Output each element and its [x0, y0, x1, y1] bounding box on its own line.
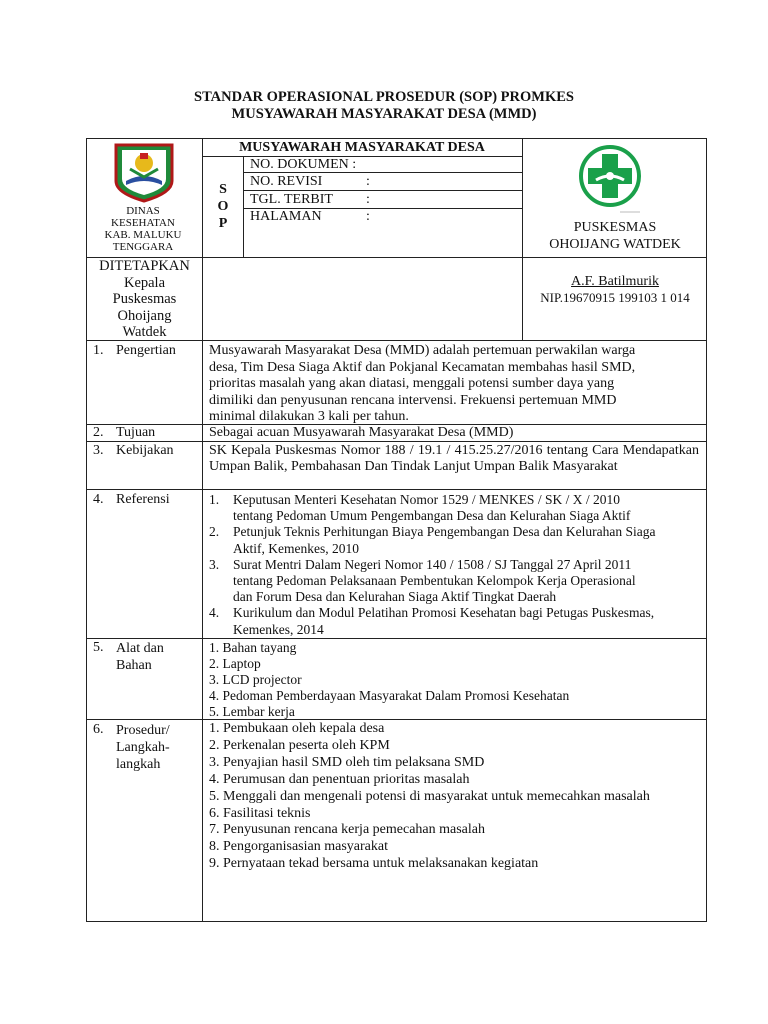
- list-item: 4. Pedoman Pemberdayaan Masyarakat Dalam Promosi Kesehatan: [209, 688, 570, 703]
- prosedur-list: [209, 721, 650, 873]
- list-number: 3.: [209, 556, 220, 572]
- field-colon: :: [366, 174, 370, 189]
- row-divider: [86, 638, 707, 639]
- field-label: NO. DOKUMEN: [250, 157, 349, 172]
- section-label-prosedur: [116, 722, 170, 773]
- text-line: Aktif, Kemenkes, 2010: [233, 540, 359, 556]
- ditetapkan-line: Watdek: [122, 324, 167, 340]
- dinas-crest-icon: [112, 141, 176, 203]
- page-title-line1: STANDAR OPERASIONAL PROSEDUR (SOP) PROMKES: [194, 89, 574, 105]
- field-no-revisi: NO. REVISI: [250, 174, 323, 189]
- puskesmas-caption-line: PUSKESMAS: [573, 220, 657, 235]
- text-line: Keputusan Menteri Kesehatan Nomor 1529 / MENKES / SK / X / 2010: [233, 492, 620, 507]
- section-number: 4.: [93, 492, 104, 507]
- section-label-alat: [116, 640, 164, 674]
- list-item: 7. Penyusunan rencana kerja pemecahan masalah: [209, 822, 485, 838]
- sop-letter: O: [217, 199, 229, 214]
- field-tgl-terbit: TGL. TERBIT: [250, 192, 333, 207]
- ditetapkan-line: Kepala: [123, 274, 166, 291]
- text-line: prioritas masalah yang akan diatasi, menggali potensi sumber daya yang: [209, 376, 615, 391]
- list-item: 2. Perkenalan peserta oleh KPM: [209, 737, 390, 753]
- ditetapkan-line: Ohoijang: [117, 307, 172, 324]
- signatory-nip: NIP.19670915 199103 1 014: [540, 290, 690, 305]
- sop-letter: S: [219, 182, 227, 197]
- kebijakan-text: SK Kepala Puskesmas Nomor 188 / 19.1 / 415.25.27/2016 tentang Cara Mendapatkan Umpan Balik, Pembahasan Dan Tindak Lanjut Umpan Balik Masyarakat: [209, 443, 699, 474]
- list-item: 9. Pernyataan tekad bersama untuk melaksanakan kegiatan: [209, 856, 539, 872]
- pengertian-text: [209, 343, 635, 426]
- tujuan-text: Sebagai acuan Musyawarah Masyarakat Desa (MMD): [209, 425, 514, 440]
- list-item: 2. Laptop: [209, 656, 261, 671]
- section-number: 3.: [93, 443, 104, 458]
- row-divider: [86, 441, 707, 442]
- sop-title: MUSYAWARAH MASYARAKAT DESA: [239, 140, 485, 155]
- field-halaman: HALAMAN: [250, 209, 322, 224]
- list-item: 5. Menggali dan mengenali potensi di masyarakat untuk memecahkan masalah: [209, 788, 650, 804]
- text-line: Musyawarah Masyarakat Desa (MMD) adalah pertemuan perwakilan warga: [209, 343, 636, 358]
- text-line: Kurikulum dan Modul Pelatihan Promosi Kesehatan bagi Petugas Puskesmas,: [233, 605, 655, 621]
- field-no-dokumen: [250, 157, 356, 173]
- section-number: 2.: [93, 425, 104, 440]
- list-item: 1. Pembukaan oleh kepala desa: [209, 721, 385, 736]
- ditetapkan-block: [87, 258, 202, 341]
- text-line: dan Forum Desa dan Kelurahan Siaga Aktif Tingkat Daerah: [233, 589, 557, 605]
- field-colon: :: [366, 192, 370, 207]
- sop-letters-divider: [243, 156, 244, 257]
- dinas-caption-line: KESEHATAN: [111, 217, 175, 229]
- label-line: Alat dan: [116, 641, 164, 656]
- dinas-caption-line: KAB. MALUKU: [104, 229, 182, 241]
- list-item: [209, 557, 655, 606]
- list-number: 1.: [209, 492, 220, 507]
- dinas-caption: [98, 205, 188, 253]
- ditetapkan-line: Puskesmas: [112, 291, 177, 307]
- list-item: [209, 524, 655, 556]
- dinas-caption-line: TENGGARA: [112, 241, 174, 253]
- puskesmas-caption: [523, 219, 707, 253]
- list-item: [209, 492, 655, 524]
- section-label-kebijakan: Kebijakan: [116, 443, 174, 458]
- sop-letters: [203, 181, 243, 232]
- row-divider: [86, 489, 707, 490]
- text-line: minimal dilakukan 3 kali per tahun.: [209, 409, 409, 424]
- section-number: 1.: [93, 343, 104, 358]
- text-line: Petunjuk Teknis Perhitungan Biaya Pengembangan Desa dan Kelurahan Siaga: [233, 524, 656, 540]
- field-colon: :: [352, 157, 357, 172]
- label-line: Bahan: [116, 658, 152, 673]
- section-label-referensi: Referensi: [116, 492, 170, 507]
- text-line: Kemenkes, 2014: [233, 621, 324, 637]
- label-line: Langkah-: [116, 740, 170, 755]
- section-label-pengertian: Pengertian: [116, 343, 176, 358]
- list-number: 4.: [209, 605, 220, 621]
- text-line: tentang Pedoman Pelaksanaan Pembentukan Kelompok Kerja Operasional: [233, 573, 636, 589]
- section-number: 5.: [93, 640, 104, 655]
- text-line: Surat Mentri Dalam Negeri Nomor 140 / 1508 / SJ Tanggal 27 April 2011: [233, 556, 632, 572]
- alat-list: [209, 640, 569, 720]
- list-item: [209, 605, 655, 637]
- ditetapkan-line: DITETAPKAN: [99, 258, 190, 274]
- label-column-divider: [202, 138, 203, 922]
- field-colon: :: [366, 209, 370, 224]
- sop-letter: P: [218, 216, 228, 231]
- label-line: langkah: [116, 757, 161, 772]
- list-item: 1. Bahan tayang: [209, 640, 297, 655]
- dinas-caption-line: DINAS: [126, 205, 160, 217]
- puskesmas-cross-icon: [578, 142, 642, 214]
- section-number: 6.: [93, 722, 104, 737]
- puskesmas-caption-line: OHOIJANG WATDEK: [549, 237, 681, 252]
- text-line: desa, Tim Desa Siaga Aktif dan Pokjanal Kecamatan membahas hasil SMD,: [209, 359, 636, 375]
- list-item: 5. Lembar kerja: [209, 704, 295, 719]
- field-divider: [243, 190, 522, 191]
- list-item: 6. Fasilitasi teknis: [209, 805, 311, 821]
- page-title-line2: MUSYAWARAH MASYARAKAT DESA (MMD): [231, 106, 537, 122]
- signatory-name: A.F. Batilmurik: [571, 274, 659, 289]
- list-item: 8. Pengorganisasian masyarakat: [209, 839, 388, 855]
- list-item: 4. Perumusan dan penentuan prioritas masalah: [209, 771, 470, 787]
- list-item: 3. Penyajian hasil SMD oleh tim pelaksana SMD: [209, 754, 485, 770]
- text-line: tentang Pedoman Umum Pengembangan Desa dan Kelurahan Siaga Aktif: [233, 508, 631, 524]
- text-line: dimiliki dan penyusunan rencana intervensi. Frekuensi pertemuan MMD: [209, 392, 617, 408]
- list-number: 2.: [209, 524, 220, 540]
- label-line: Prosedur/: [116, 723, 170, 738]
- section-label-tujuan: Tujuan: [116, 425, 156, 440]
- referensi-list: [209, 492, 655, 638]
- list-item: 3. LCD projector: [209, 672, 302, 687]
